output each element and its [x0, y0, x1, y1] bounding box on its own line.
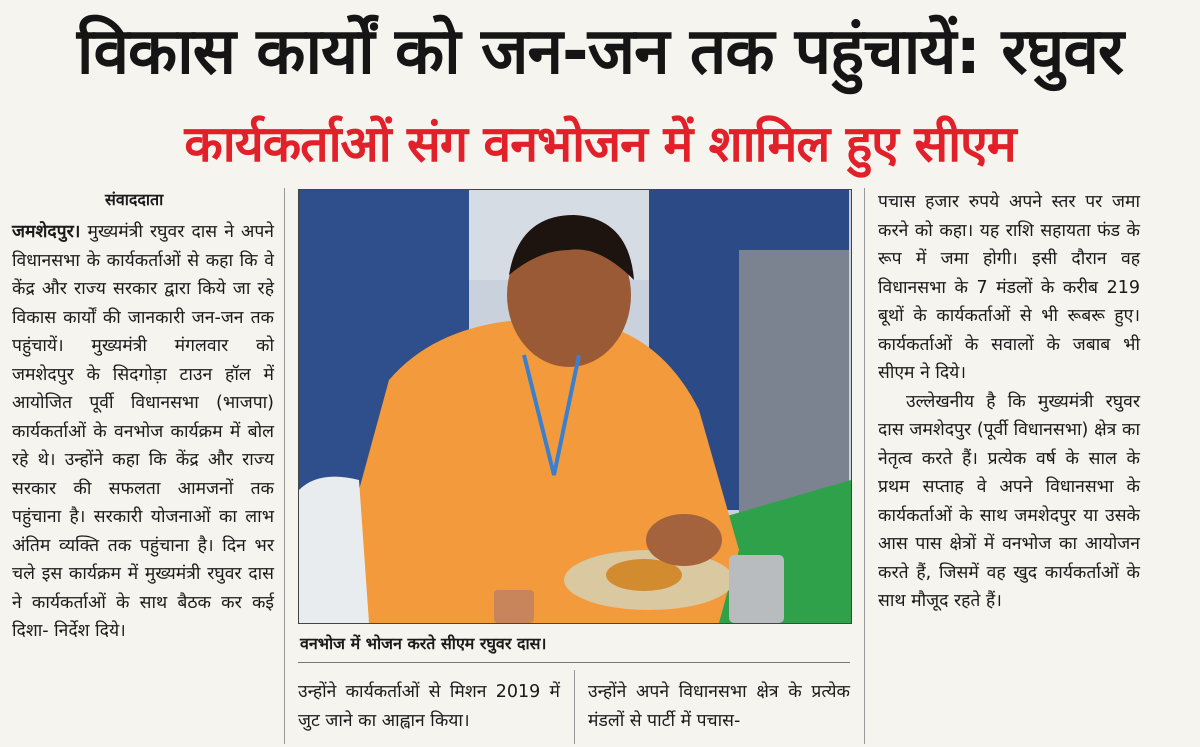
byline: संवाददाता	[105, 190, 164, 209]
left-column	[12, 218, 274, 646]
headline: विकास कार्यों को जन-जन तक पहुंचायें: रघुवर	[76, 15, 1124, 89]
subheadline: कार्यकर्ताओं संग वनभोजन में शामिल हुए सीएम	[184, 115, 1016, 173]
news-photo	[298, 189, 852, 624]
right-column	[878, 188, 1140, 616]
caption-rule	[298, 662, 850, 663]
left-column-text	[12, 218, 274, 646]
right-column-para1: पचास हजार रुपये अपने स्तर पर जमा करने को कहा। यह राशि सहायता फंड के रूप में जमा होगी। इसी दौरान वह विधानसभा के 7 मंडलों के करीब 219 बूथों के कार्यकर्ताओं से भी रूबरू हुए। कार्यकर्ताओं के सवालों के जबाब भी सीएम ने दिये।	[878, 192, 1140, 383]
bottom-column-2	[588, 678, 850, 735]
bottom-column-1	[298, 678, 560, 735]
bottom-column-2-text: उन्होंने अपने विधानसभा क्षेत्र के प्रत्येक मंडलों से पार्टी में पचास-	[588, 682, 850, 731]
photo-caption: वनभोज में भोजन करते सीएम रघुवर दास।	[300, 634, 547, 653]
hand	[646, 514, 722, 566]
clay-cup	[494, 590, 534, 623]
column-divider-right	[864, 188, 865, 744]
steel-glass	[729, 555, 784, 623]
column-divider-bottom	[574, 670, 575, 744]
right-column-para2: उल्लेखनीय है कि मुख्यमंत्री रघुवर दास जमशेदपुर (पूर्वी विधानसभा) क्षेत्र का नेतृत्व करते हैं। प्रत्येक वर्ष के साल के प्रथम सप्ताह वे अपने विधानसभा के कार्यकर्ताओं के साथ जमशेदपुर या उसके आस पास क्षेत्रों में वनभोज का आयोजन करते हैं, जिसमें वह खुद कार्यकर्ताओं के साथ मौजूद रहते हैं।	[878, 391, 1140, 611]
left-column-body: मुख्यमंत्री रघुवर दास ने अपने विधानसभा के कार्यकर्ताओं से कहा कि वे केंद्र और राज्य सरकार द्वारा किये जा रहे विकास कार्यों की जानकारी जन-जन तक पहुंचायें। मुख्यमंत्री मंगलवार को जमशेदपुर के सिदगोड़ा टाउन हॉल में आयोजित पूर्वी विधानसभा (भाजपा) कार्यकर्ताओं के वनभोज कार्यक्रम में बोल रहे थे। उन्होंने कहा कि केंद्र और राज्य सरकार की सफलता आमजनों तक पहुंचाना है। सरकारी योजनाओं का लाभ अंतिम व्यक्ति तक पहुंचाना है। दिन भर चले इस कार्यक्रम में मुख्यमंत्री रघुवर दास ने कार्यकर्ताओं के साथ बैठक कर कई दिशा- निर्देश दिये।	[12, 222, 274, 641]
bottom-column-1-text: उन्होंने कार्यकर्ताओं से मिशन 2019 में जुट जाने का आह्वान किया।	[298, 682, 560, 731]
dateline: जमशेदपुर।	[12, 222, 81, 242]
white-chair	[299, 477, 369, 623]
column-divider-left	[284, 188, 285, 744]
photo-illustration	[299, 190, 851, 623]
